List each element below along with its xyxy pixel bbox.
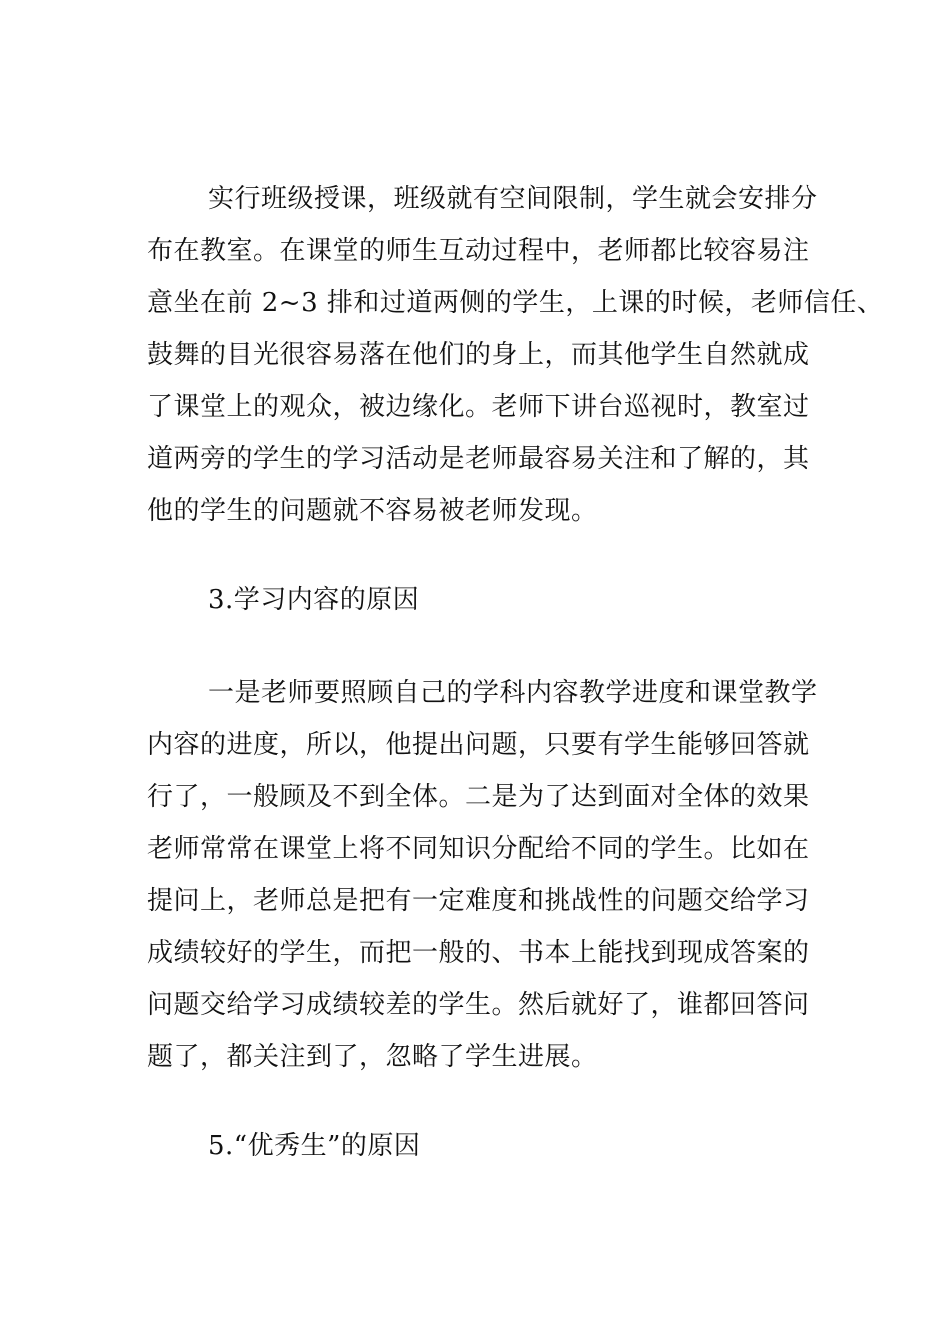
paragraph-2-line-4: 老师常常在课堂上将不同知识分配给不同的学生。比如在: [147, 834, 810, 864]
section-heading-3: 3.学习内容的原因: [208, 585, 420, 615]
paragraph-1-line-3: 意坐在前 2~3 排和过道两侧的学生，上课的时候，老师信任、: [147, 288, 884, 318]
paragraph-2-line-5: 提问上，老师总是把有一定难度和挑战性的问题交给学习: [147, 886, 810, 916]
paragraph-1-line-4: 鼓舞的目光很容易落在他们的身上，而其他学生自然就成: [147, 340, 810, 370]
paragraph-1-line-1: 实行班级授课，班级就有空间限制，学生就会安排分: [208, 184, 818, 214]
paragraph-1-line-7: 他的学生的问题就不容易被老师发现。: [147, 496, 598, 526]
paragraph-1-line-5: 了课堂上的观众，被边缘化。老师下讲台巡视时，教室过: [147, 392, 810, 422]
paragraph-2-line-7: 问题交给学习成绩较差的学生。然后就好了，谁都回答问: [147, 990, 810, 1020]
paragraph-2-line-6: 成绩较好的学生，而把一般的、书本上能找到现成答案的: [147, 938, 810, 968]
paragraph-1-line-6: 道两旁的学生的学习活动是老师最容易关注和了解的，其: [147, 444, 810, 474]
paragraph-2-line-1: 一是老师要照顾自己的学科内容教学进度和课堂教学: [208, 678, 818, 708]
paragraph-2-line-2: 内容的进度，所以，他提出问题，只要有学生能够回答就: [147, 730, 810, 760]
paragraph-2-line-8: 题了，都关注到了，忽略了学生进展。: [147, 1042, 598, 1072]
paragraph-2-line-3: 行了，一般顾及不到全体。二是为了达到面对全体的效果: [147, 782, 810, 812]
paragraph-1-line-2: 布在教室。在课堂的师生互动过程中，老师都比较容易注: [147, 236, 810, 266]
section-heading-5: 5.“优秀生”的原因: [208, 1131, 421, 1161]
